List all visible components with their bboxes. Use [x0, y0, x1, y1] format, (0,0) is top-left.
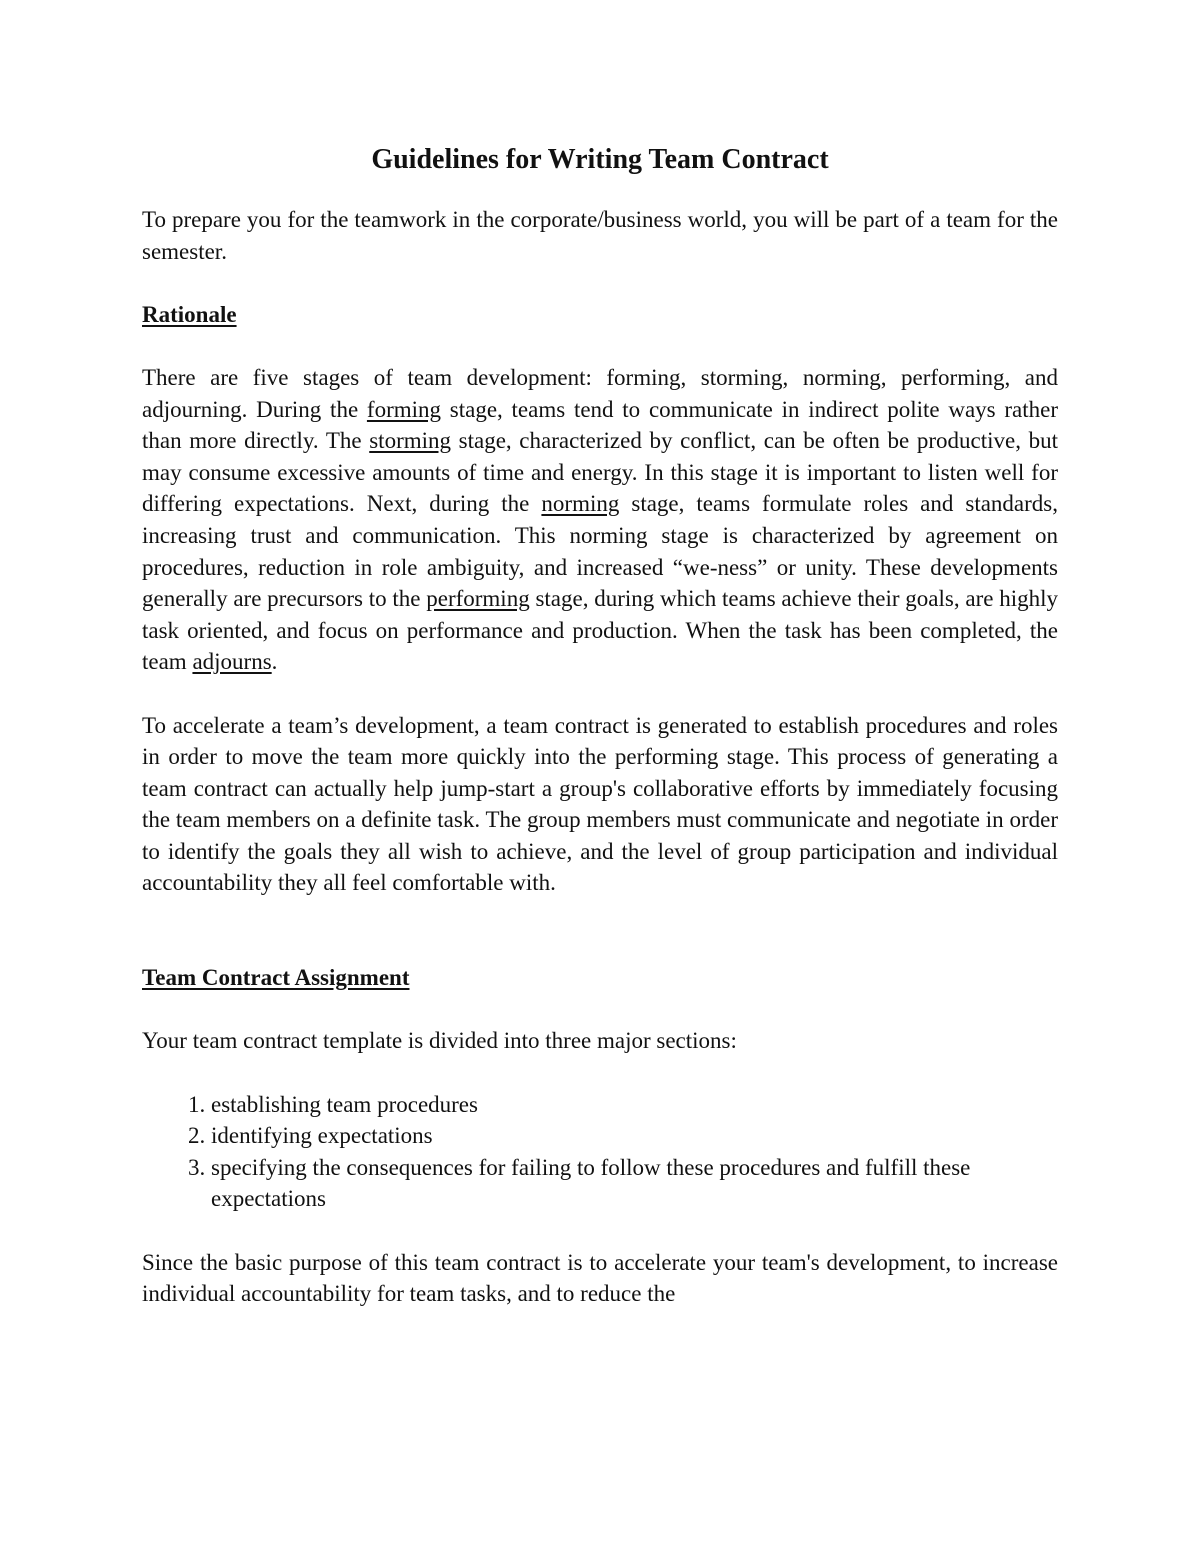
term-forming: forming	[366, 396, 442, 422]
stages-text-6: .	[271, 649, 278, 675]
assignment-heading: Team Contract Assignment	[142, 965, 410, 991]
rationale-heading: Rationale	[142, 301, 237, 327]
sections-list	[142, 1089, 1058, 1215]
assignment-heading-line	[142, 962, 1058, 994]
term-storming: storming	[369, 428, 452, 454]
term-performing: performing	[426, 586, 530, 612]
intro-paragraph: To prepare you for the teamwork in the corporate/business world, you will be part of a team for the semester.	[142, 207, 1058, 264]
list-item: 1. establishing team procedures	[211, 1089, 1058, 1121]
term-norming: norming	[541, 491, 620, 517]
stages-text-4: stage, teams formulate roles and standards, increasing trust and communication. This norming stage is characterized by agreement on procedures, reduction in role ambiguity, and increased “we-ness” or unity. These developments generally are precursors to the	[142, 491, 1058, 612]
stages-paragraph	[142, 362, 1058, 678]
assignment-intro: Your team contract template is divided into three major sections:	[142, 1028, 737, 1054]
accelerate-paragraph: To accelerate a team’s development, a team contract is generated to establish procedures and roles in order to move the team more quickly into the performing stage. This process of generating a team contract can actually help jump-start a group's collaborative efforts by immediately focusing the team members on a definite task. The group members must communicate and negotiate in order to identify the goals they all wish to achieve, and the level of group participation and individual accountability they all feel comfortable with.	[142, 712, 1058, 896]
document-title: Guidelines for Writing Team Contract	[371, 144, 829, 175]
stages-text-2: stage, teams tend to communicate in indirect polite ways rather than more directly. The	[142, 396, 1059, 454]
list-item: 3. specifying the consequences for failing to follow these procedures and fulfill these expectations	[211, 1152, 1058, 1215]
closing-paragraph: Since the basic purpose of this team contract is to accelerate your team's development, to increase individual accountability for team tasks, and to reduce the	[142, 1249, 1058, 1307]
stages-text-5: stage, during which teams achieve their goals, are highly task oriented, and focus on performance and production. When the task has been completed, the team	[142, 586, 1058, 675]
list-item: 2. identifying expectations	[211, 1120, 1058, 1152]
document-page	[142, 142, 1058, 1310]
term-adjourns: adjourns	[192, 649, 272, 675]
rationale-heading-line	[142, 299, 1058, 331]
stages-text-3: stage, characterized by conflict, can be often be productive, but may consume excessive amounts of time and energy. In this stage it is important to listen well for differing expectations. Next, during the	[142, 428, 1058, 517]
stages-text-1: There are five stages of team development: forming, storming, norming, performing, and adjourning. During the	[142, 364, 1058, 422]
